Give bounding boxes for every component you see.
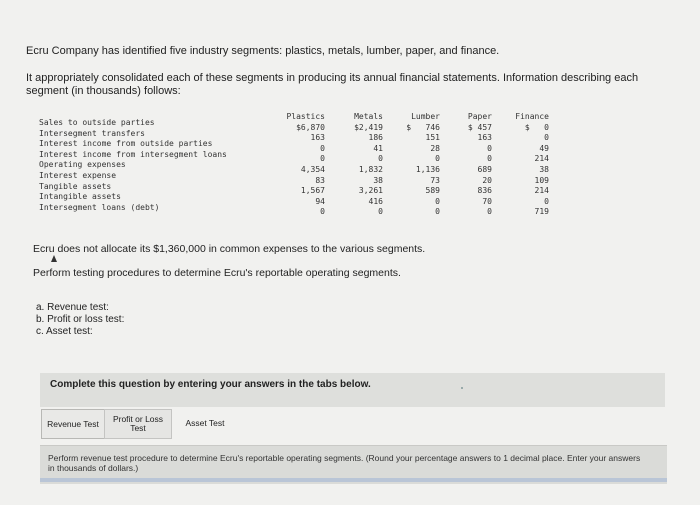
- test-list: [36, 302, 124, 338]
- cell: 163: [477, 133, 492, 143]
- cell: 73: [430, 175, 440, 185]
- row-label: Interest expense: [39, 170, 117, 180]
- cell: 0: [378, 154, 383, 164]
- cell: 214: [534, 154, 549, 164]
- cell: 589: [425, 186, 440, 196]
- column-header: Paper: [467, 112, 492, 121]
- cell: 70: [482, 196, 492, 206]
- cell: 0: [435, 154, 440, 164]
- panel-bottom-bar: [40, 478, 667, 482]
- intro-line-1: Ecru Company has identified five industry segments: plastics, metals, lumber, paper, and finance.: [26, 45, 500, 57]
- cell: 109: [534, 175, 549, 185]
- cell: $ 0: [524, 122, 549, 132]
- cell: $ 746: [406, 122, 440, 132]
- intro-line-2: It appropriately consolidated each of these segments in producing its annual financial statements. Information describing each segment (in thousands) follows:: [26, 72, 639, 97]
- instruction-text: Perform testing procedures to determine Ecru's reportable operating segments.: [33, 267, 401, 279]
- cell: 0: [487, 207, 492, 217]
- row-label: Intangible assets: [39, 192, 121, 202]
- cell: 0: [435, 196, 440, 206]
- cell: 1,567: [300, 186, 325, 196]
- cell: $6,870: [296, 122, 325, 132]
- cell: 719: [534, 207, 549, 217]
- cell: 41: [373, 143, 383, 153]
- cell: 163: [310, 133, 325, 143]
- cell: 0: [435, 207, 440, 217]
- instructions-banner: [40, 373, 665, 407]
- revenue-test-label: a. Revenue test:: [36, 302, 109, 313]
- column-lumber: [398, 112, 440, 218]
- cell: 0: [320, 154, 325, 164]
- cell: 0: [320, 207, 325, 217]
- column-finance: [505, 112, 549, 218]
- row-label: Intersegment loans (debt): [39, 202, 160, 212]
- panel-instruction: Perform revenue test procedure to determine Ecru's reportable operating segments. (Round your percentage answers to 1 decimal place. Enter your answers in thousands of dollars.): [48, 453, 641, 473]
- segment-row-labels: [39, 118, 227, 213]
- column-metals: [343, 112, 383, 218]
- cell: $ 457: [467, 122, 492, 132]
- tab-asset-test[interactable]: Asset Test: [185, 417, 225, 428]
- cell: 214: [534, 186, 549, 196]
- profit-loss-test-label: b. Profit or loss test:: [36, 314, 125, 325]
- cell: 0: [487, 154, 492, 164]
- cell: 0: [544, 133, 549, 143]
- cell: 0: [378, 207, 383, 217]
- cell: 151: [425, 133, 440, 143]
- column-header: Finance: [515, 112, 549, 121]
- cell: 186: [368, 133, 383, 143]
- cell: 0: [544, 196, 549, 206]
- row-label: Interest income from intersegment loans: [39, 149, 227, 159]
- row-label: Interest income from outside parties: [39, 139, 213, 149]
- tab-profit-or-loss-test[interactable]: Profit or Loss Test: [104, 409, 172, 439]
- row-label: Sales to outside parties: [39, 118, 155, 127]
- cell: $2,419: [354, 122, 383, 132]
- cell: 28: [430, 143, 440, 153]
- column-header: Plastics: [286, 112, 325, 121]
- cell: 38: [539, 164, 549, 174]
- cell: 836: [477, 186, 492, 196]
- asset-test-label: c. Asset test:: [36, 326, 93, 337]
- common-expense-note: Ecru does not allocate its $1,360,000 in common expenses to the various segments.: [33, 243, 426, 255]
- cell: 689: [477, 164, 492, 174]
- column-paper: [456, 112, 492, 218]
- cell: 49: [539, 143, 549, 153]
- column-plastics: [283, 112, 325, 218]
- row-label: Operating expenses: [39, 160, 126, 170]
- decorative-dot: [461, 387, 463, 389]
- row-label: Intersegment transfers: [39, 128, 145, 138]
- cell: 0: [320, 143, 325, 153]
- banner-text: Complete this question by entering your answers in the tabs below.: [50, 379, 371, 390]
- cell: 20: [482, 175, 492, 185]
- cell: 94: [315, 196, 325, 206]
- cell: 3,261: [358, 186, 383, 196]
- cell: 38: [373, 175, 383, 185]
- cell: 0: [487, 143, 492, 153]
- row-label: Tangible assets: [39, 181, 112, 191]
- cell: 1,136: [415, 164, 440, 174]
- cell: 4,354: [300, 164, 325, 174]
- cell: 83: [315, 175, 325, 185]
- column-header: Metals: [354, 112, 383, 121]
- cell: 1,832: [358, 164, 383, 174]
- mouse-cursor-icon: [51, 255, 57, 262]
- cell: 416: [368, 196, 383, 206]
- tab-revenue-test[interactable]: Revenue Test: [41, 409, 105, 439]
- column-header: Lumber: [411, 112, 440, 121]
